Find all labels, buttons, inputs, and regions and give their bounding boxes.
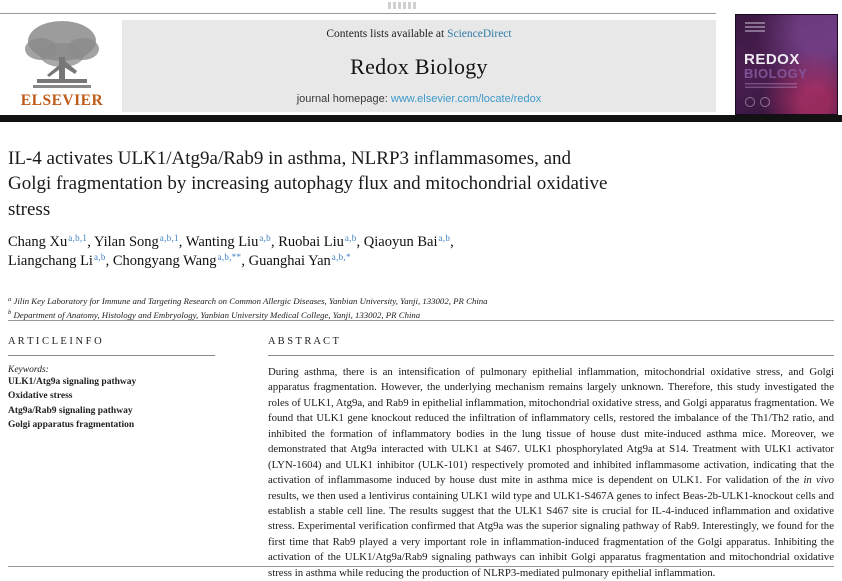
author-affil-sup: a,b (344, 233, 357, 244)
article-info-heading: A R T I C L E I N F O (8, 336, 102, 347)
article-title: IL-4 activates ULK1/Atg9a/Rab9 in asthma, NLRP3 inflammasomes, and Golgi fragmentation by increasing autophagy flux and mitochondrial oxidative stress (8, 148, 608, 220)
keyword: Atg9a/Rab9 signaling pathway (8, 405, 133, 416)
author-affil-sup: a,b (93, 252, 106, 263)
abstract-part2: results, we then used a lentivirus containing ULK1 wild type and ULK1-S467A genes to infect Beas-2b-ULK1-knockout cells and establish a stable cell line. The results suggest that the ULK1 S467 site is crucial for IL-4-induced inflammation and oxidative stress. Experimental verification confirmed that Atg9a was the superior signaling pathway of Rab9. Interestingly, we found for the first time that Rab9 played a very important role in inflammation-induced fragmentation of the Golgi apparatus. Inhibiting the activation of the ULK1/Atg9a/Rab9 signaling pathways can inhibit Golgi apparatus fragmentation and mitochondrial oxidative stress in asthma while reducing the production of NLRP3-mediated pulmonary epithelial inflammation. (268, 489, 834, 579)
author-affil-sup: a,b,1 (68, 233, 88, 244)
sciencedirect-link[interactable]: ScienceDirect (447, 28, 512, 40)
affiliation: $^b$ Department of Anatomy, Histology and Embryology, Yanbian University Medical College, Yanji, 133002, PR China (8, 309, 421, 320)
author: Guanghai Yan$^{a,b,*}$ (248, 252, 351, 270)
article-info-column (8, 336, 220, 432)
abstract-part1: During asthma, there is an intensification of pulmonary epithelial inflammation, mitochondrial oxidative stress, and Golgi apparatus fragmentation. However, the underlying mechanism remains largely unknown. Therefore, this study investigated the roles of ULK1, Atg9a, and Rab9 in epithelial inflammation, mitochondrial oxidative stress, and Golgi apparatus fragmentation. We found that ULK1 gene knockout reduced the infiltration of inflammatory cells, restored the imbalance of the Th1/Th2 ratio, and inhibited the formation of inflammatory bodies in the lung tissue of house dust mite-induced asthma mice. Moreover, we demonstrated that Atg9a interacted with ULK1 at S467. ULK1 phosphorylated Atg9a at S14. Treatment with ULK1 activator (LYN-1604) and ULK1 inhibitor (ULK-101) respectively promoted and inhibited inflammasome activation, indicating that the activation of inflammasome induced by house dust mite in asthma mice is dependent on ULK1. For validation of the (268, 366, 834, 487)
author: Wanting Liu$^{a,b}$, (185, 233, 279, 250)
abstract-text (268, 365, 834, 581)
page-header-mark (388, 2, 418, 9)
cover-title-redox: REDOX (744, 51, 800, 68)
affiliation-sup: b (8, 309, 12, 317)
author: Chang Xu$^{a,b,1}$, (8, 233, 94, 250)
keywords-label: Keywords: (8, 365, 49, 375)
author: Ruobai Liu$^{a,b}$, (278, 233, 364, 250)
homepage-link[interactable]: www.elsevier.com/locate/redox (390, 93, 542, 105)
author: Chongyang Wang$^{a,b,**}$, (112, 252, 249, 270)
cover-issue-text (745, 22, 765, 34)
elsevier-wordmark: ELSEVIER (20, 92, 104, 109)
author-list (8, 233, 748, 271)
journal-banner (122, 20, 716, 112)
cover-subtext (745, 83, 797, 89)
affiliation-list (8, 295, 788, 322)
affiliation: $^a$ Jilin Key Laboratory for Immune and Targeting Research on Common Allergic Diseases, Yanbian University, Yanji, 133002, PR China (8, 295, 488, 306)
cover-title-biology: BIOLOGY (744, 66, 808, 81)
contents-line-prefix: Contents lists available at (326, 28, 448, 40)
homepage-prefix: journal homepage: (296, 93, 391, 105)
author: Qiaoyun Bai$^{a,b}$, (363, 233, 454, 250)
contents-line (122, 28, 716, 40)
journal-cover-thumbnail (735, 14, 838, 115)
header-divider-bar (0, 115, 842, 122)
keyword: Oxidative stress (8, 391, 73, 402)
homepage-line (122, 93, 716, 105)
article-info-heading-rule (8, 355, 215, 356)
author: Yilan Song$^{a,b,1}$, (93, 233, 186, 250)
author: Liangchang Li$^{a,b}$, (8, 252, 113, 270)
abstract-italic-invivo: in vivo (803, 474, 834, 487)
keyword: ULK1/Atg9a signaling pathway (8, 377, 137, 387)
top-rule (0, 13, 716, 14)
abstract-column (268, 336, 834, 581)
author-affil-sup: a,b,1 (159, 233, 179, 244)
journal-name: Redox Biology (350, 53, 488, 79)
affiliation-sup: a (8, 295, 12, 303)
bottom-divider (8, 566, 834, 567)
author-affil-sup: a,b,** (217, 252, 242, 263)
abstract-heading: A B S T R A C T (268, 336, 339, 347)
elsevier-tree-icon (19, 17, 105, 91)
abstract-heading-rule (268, 355, 834, 356)
cover-logos (745, 97, 770, 107)
author-affil-sup: a,b (438, 233, 451, 244)
keyword: Golgi apparatus fragmentation (8, 419, 135, 430)
author-affil-sup: a,b (259, 233, 271, 244)
author-affil-sup: a,b,* (331, 252, 351, 263)
affiliation-divider (8, 320, 834, 321)
elsevier-logo (6, 17, 118, 113)
